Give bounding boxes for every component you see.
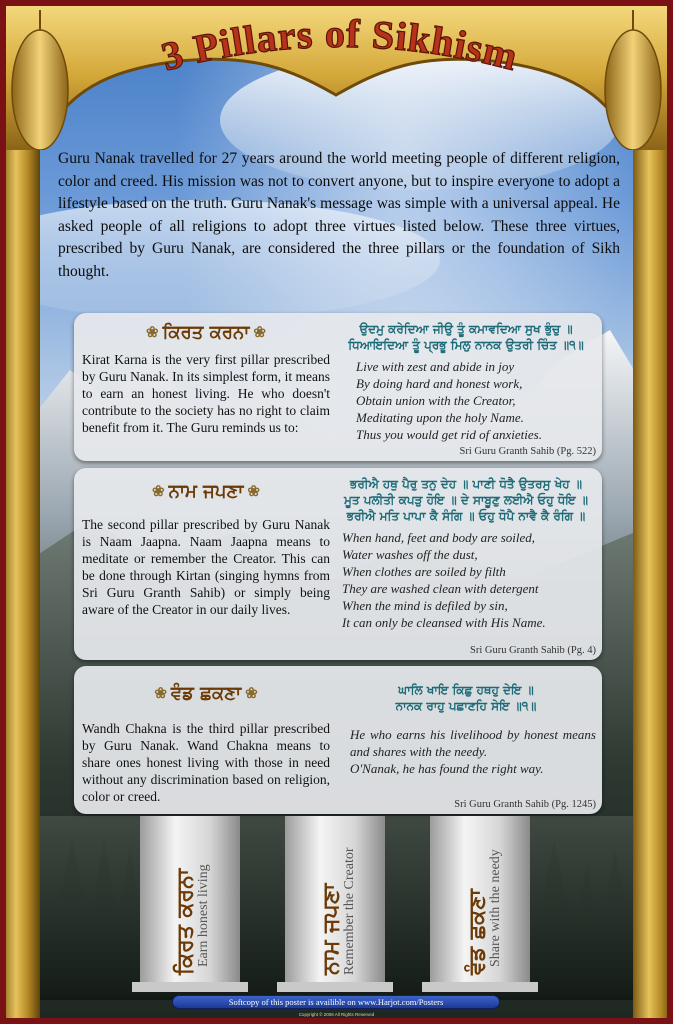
verse-line: By doing hard and honest work,	[356, 376, 523, 391]
pillar-card-kirat-karna	[74, 313, 602, 461]
verse-line: When the mind is defiled by sin,	[342, 598, 508, 613]
pillar-card-naam-japna	[74, 468, 602, 660]
gurbani-line: ਧਿਆਇਦਿਆ ਤੂੰ ਪ੍ਰਭੂ ਮਿਲੁ ਨਾਨਕ ਉਤਰੀ ਚਿੰਤ ॥੧॥	[348, 338, 584, 352]
gurbani-line: ਮੂਤ ਪਲੀਤੀ ਕਪੜੁ ਹੋਇ ॥ ਦੇ ਸਾਬੂਣੁ ਲਈਐ ਓਹੁ ਧੋਇ ॥	[344, 493, 588, 507]
pillar-column-gurmukhi: ਵੰਡ ਛਕਣਾ	[464, 889, 490, 975]
frame-left-column	[0, 0, 40, 1024]
verse-line: O'Nanak, he has found the right way.	[350, 761, 544, 776]
pillar-description: The second pillar prescribed by Guru Nanak is Naam Jaapna. Naam Jaapna means to meditate or remember the Creator. This can be done through Kirtan (singing hymns from Sri Guru Granth Sahib) or simply being aware of the Creator in our daily lives.	[82, 517, 330, 617]
copyright-notice: Copyright © 2006 All Rights Reserved	[298, 1012, 375, 1017]
pillar-heading: ਕਿਰਤ ਕਰਨਾ	[162, 321, 250, 343]
verse-line: They are washed clean with detergent	[342, 581, 539, 596]
verse-line: Obtain union with the Creator,	[356, 393, 516, 408]
svg-text:3 Pillars of Sikhism	[157, 11, 523, 79]
softcopy-banner[interactable]: Softcopy of this poster is availible on www.Harjot.com/Posters	[172, 995, 500, 1009]
verse-source: Sri Guru Granth Sahib (Pg. 522)	[459, 446, 596, 457]
pillar-column-english: Share with the needy	[488, 849, 503, 967]
pillar-column-gurmukhi: ਕਿਰਤ ਕਰਨਾ	[172, 868, 198, 975]
pillar-column-gurmukhi: ਨਾਮ ਜਪਣਾ	[318, 883, 344, 975]
pillar-column-3	[464, 849, 504, 975]
pillar-card-wand-chakna	[74, 666, 602, 814]
verse-line: Thus you would get rid of anxieties.	[356, 427, 542, 442]
flourish-icon: ❀	[247, 482, 260, 500]
verse-line: Meditating upon the holy Name.	[356, 410, 524, 425]
pillar-column-english: Earn honest living	[196, 864, 211, 967]
flourish-icon: ❀	[145, 323, 159, 341]
pillar-description: Wandh Chakna is the third pillar prescribed by Guru Nanak. Wand Chakna means to share ones honest living with those in need without any discrimination based on religion, color or creed.	[82, 721, 330, 804]
poster-title-text: 3 Pillars of Sikhism	[156, 10, 523, 80]
verse-line: Live with zest and abide in joy	[356, 359, 515, 374]
frame-right-column	[633, 0, 673, 1024]
flourish-icon: ❀	[253, 323, 266, 341]
verse-source: Sri Guru Granth Sahib (Pg. 1245)	[454, 799, 596, 810]
verse-line: Water washes off the dust,	[342, 547, 478, 562]
gurbani-line: ਭਰੀਐ ਹਥੁ ਪੈਰੁ ਤਨੁ ਦੇਹ ॥ ਪਾਣੀ ਧੋਤੈ ਉਤਰਸੁ ਖੇਹ ॥	[350, 477, 582, 491]
verse-line: It can only be cleansed with His Name.	[342, 615, 546, 630]
gurbani-line: ਨਾਨਕ ਰਾਹੁ ਪਛਾਣਹਿ ਸੇਇ ॥੧॥	[395, 699, 537, 713]
verse-line: When clothes are soiled by filth	[342, 564, 506, 579]
verse-source: Sri Guru Granth Sahib (Pg. 4)	[470, 645, 596, 656]
verse-line: He who earns his livelihood by honest means and shares with the needy.	[350, 727, 596, 759]
gurbani-line: ਘਾਲਿ ਖਾਇ ਕਿਛੁ ਹਥਹੁ ਦੇਇ ॥	[398, 683, 534, 697]
gurbani-line: ਭਰੀਐ ਮਤਿ ਪਾਪਾ ਕੈ ਸੰਗਿ ॥ ਓਹੁ ਧੋਪੈ ਨਾਵੈ ਕੈ ਰੰਗਿ ॥	[346, 509, 586, 523]
verse-line: When hand, feet and body are soiled,	[342, 530, 536, 545]
pillar-column-english: Remember the Creator	[342, 847, 357, 975]
flourish-icon: ❀	[245, 684, 258, 702]
gurbani-line: ਉਦਮੁ ਕਰੇਦਿਆ ਜੀਉ ਤੂੰ ਕਮਾਵਦਿਆ ਸੁਖ ਭੁੰਚੁ ॥	[359, 322, 573, 336]
pillar-heading: ਵੰਡ ਛਕਣਾ	[170, 682, 242, 704]
pillar-column-1	[172, 864, 212, 975]
intro-paragraph: Guru Nanak travelled for 27 years around the world meeting people of different religion, color and creed. His mission was not to convert anyone, but to inspire everyone to adopt a lifestyle based on the truth. Guru Nanak's message was simple with a universal appeal. He asked people of all religions to adopt three virtues listed below. These three virtues, prescribed by Guru Nanak, are considered the three pillars or the foundation of Sikh thought.	[58, 150, 620, 280]
poster-title	[60, 8, 620, 108]
pillar-column-2	[318, 847, 358, 975]
pillar-heading: ਨਾਮ ਜਪਣਾ	[168, 480, 244, 502]
flourish-icon: ❀	[154, 684, 167, 702]
pillar-description: Kirat Karna is the very first pillar prescribed by Guru Nanak. In its simplest form, it means to earn an honest living. He who doesn't contribute to the society has no right to claim benefit from it. The Guru reminds us to:	[82, 352, 330, 435]
flourish-icon: ❀	[152, 482, 165, 500]
